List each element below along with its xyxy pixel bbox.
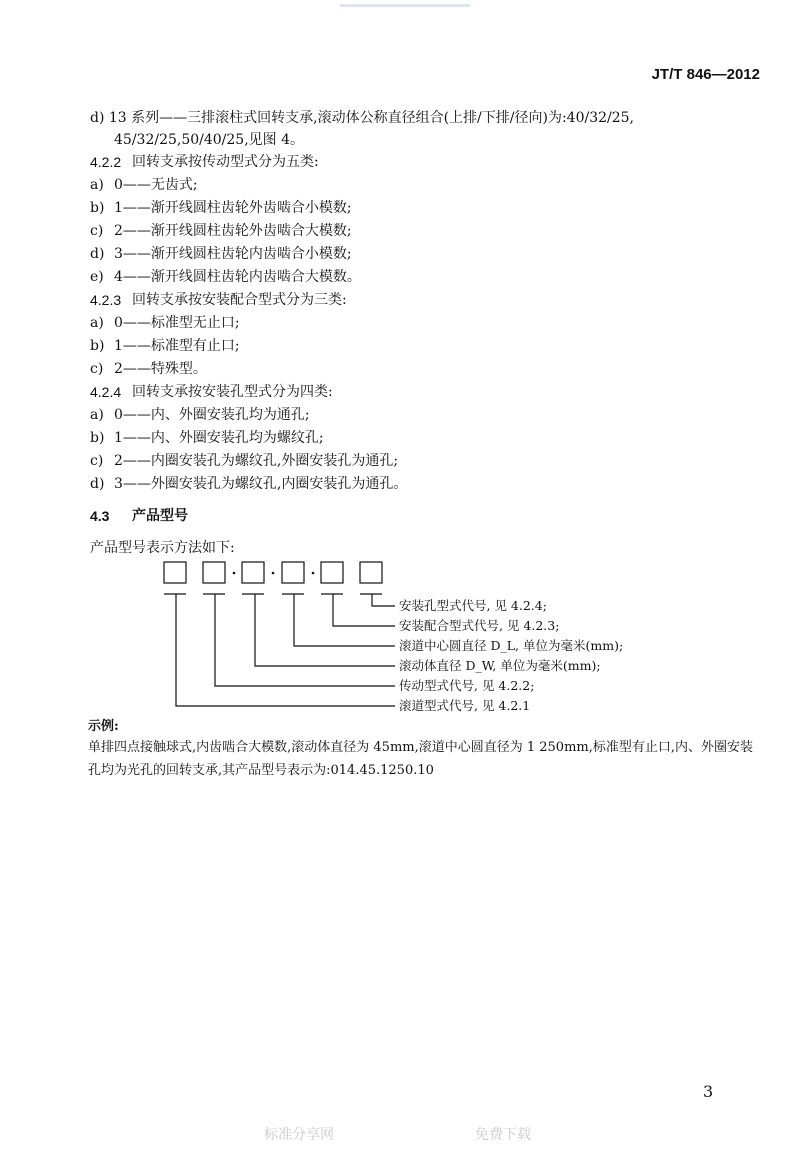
- list-item: 0——无齿式;: [114, 177, 198, 193]
- list-item: 2——渐开线圆柱齿轮外齿啮合大模数;: [114, 223, 352, 239]
- page-number: 3: [703, 1082, 714, 1101]
- list-item: 3——渐开线圆柱齿轮内齿啮合小模数;: [114, 246, 352, 262]
- list-item-marker: b): [90, 200, 105, 216]
- section-4-3-title: 产品型号: [132, 508, 188, 524]
- list-item-marker: e): [90, 269, 104, 285]
- separator-dot: [272, 572, 275, 575]
- diagram-label-transmission: 传动型式代号, 见 4.2.2;: [399, 678, 535, 693]
- code-box: [321, 562, 343, 583]
- example-line2: 孔均为光孔的回转支承,其产品型号表示为:014.45.1250.10: [88, 763, 434, 778]
- doc-id: JT/T 846—2012: [651, 66, 760, 83]
- list-item: 3——外圈安装孔为螺纹孔,内圈安装孔为通孔。: [114, 476, 408, 492]
- item-d-line2: 45/32/25,50/40/25,见图 4。: [114, 132, 305, 148]
- code-box: [164, 562, 186, 583]
- list-item: 4——渐开线圆柱齿轮内齿啮合大模数。: [114, 269, 361, 285]
- diagram-label-mounting-hole: 安装孔型式代号, 见 4.2.4;: [399, 598, 547, 613]
- code-box: [282, 562, 304, 583]
- separator-dot: [312, 572, 315, 575]
- intro-text: 产品型号表示方法如下:: [90, 540, 235, 556]
- diagram-label-raceway-diameter: 滚道中心圆直径 D_L, 单位为毫米(mm);: [399, 638, 624, 653]
- code-box: [242, 562, 264, 583]
- code-box: [203, 562, 225, 583]
- section-s422-num: 4.2.2: [90, 154, 122, 170]
- list-item: 1——标准型有止口;: [114, 338, 240, 354]
- list-item-marker: d): [90, 246, 105, 262]
- list-item-marker: b): [90, 430, 105, 446]
- example-label: 示例:: [88, 719, 119, 734]
- list-item: 1——内、外圈安装孔均为螺纹孔;: [114, 430, 324, 446]
- section-s423-num: 4.2.3: [90, 292, 122, 308]
- list-item: 2——特殊型。: [114, 361, 207, 377]
- list-item-marker: b): [90, 338, 105, 354]
- watermark-right: 免费下载: [475, 1127, 531, 1143]
- code-box: [360, 562, 382, 583]
- section-4-3-num: 4.3: [90, 508, 110, 524]
- list-item: 1——渐开线圆柱齿轮外齿啮合小模数;: [114, 200, 352, 216]
- list-item: 0——内、外圈安装孔均为通孔;: [114, 407, 310, 423]
- list-item-marker: c): [90, 223, 104, 239]
- separator-dot: [233, 572, 236, 575]
- section-s424-title: 回转支承按安装孔型式分为四类:: [132, 384, 333, 400]
- list-item-marker: a): [90, 177, 104, 193]
- list-item-marker: a): [90, 407, 104, 423]
- example-line1: 单排四点接触球式,内齿啮合大模数,滚动体直径为 45mm,滚道中心圆直径为 1 250mm,标准型有止口,内、外圈安装: [88, 740, 753, 755]
- diagram-label-raceway-type: 滚道型式代号, 见 4.2.1: [399, 698, 531, 713]
- watermark-left: 标准分享网: [264, 1127, 334, 1143]
- section-s423-title: 回转支承按安装配合型式分为三类:: [132, 292, 347, 308]
- section-s424-num: 4.2.4: [90, 384, 122, 400]
- list-item-marker: c): [90, 453, 104, 469]
- diagram-label-rolling-element-diameter: 滚动体直径 D_W, 单位为毫米(mm);: [399, 658, 601, 673]
- list-item: 0——标准型无止口;: [114, 315, 240, 331]
- section-s422-title: 回转支承按传动型式分为五类:: [132, 154, 319, 170]
- list-item-marker: c): [90, 361, 104, 377]
- list-item: 2——内圈安装孔为螺纹孔,外圈安装孔为通孔;: [114, 453, 399, 469]
- item-d-line1: d) 13 系列——三排滚柱式回转支承,滚动体公称直径组合(上排/下排/径向)为:40/32/25,: [90, 110, 634, 126]
- diagram-label-mounting-fit: 安装配合型式代号, 见 4.2.3;: [399, 618, 560, 633]
- list-item-marker: d): [90, 476, 105, 492]
- list-item-marker: a): [90, 315, 104, 331]
